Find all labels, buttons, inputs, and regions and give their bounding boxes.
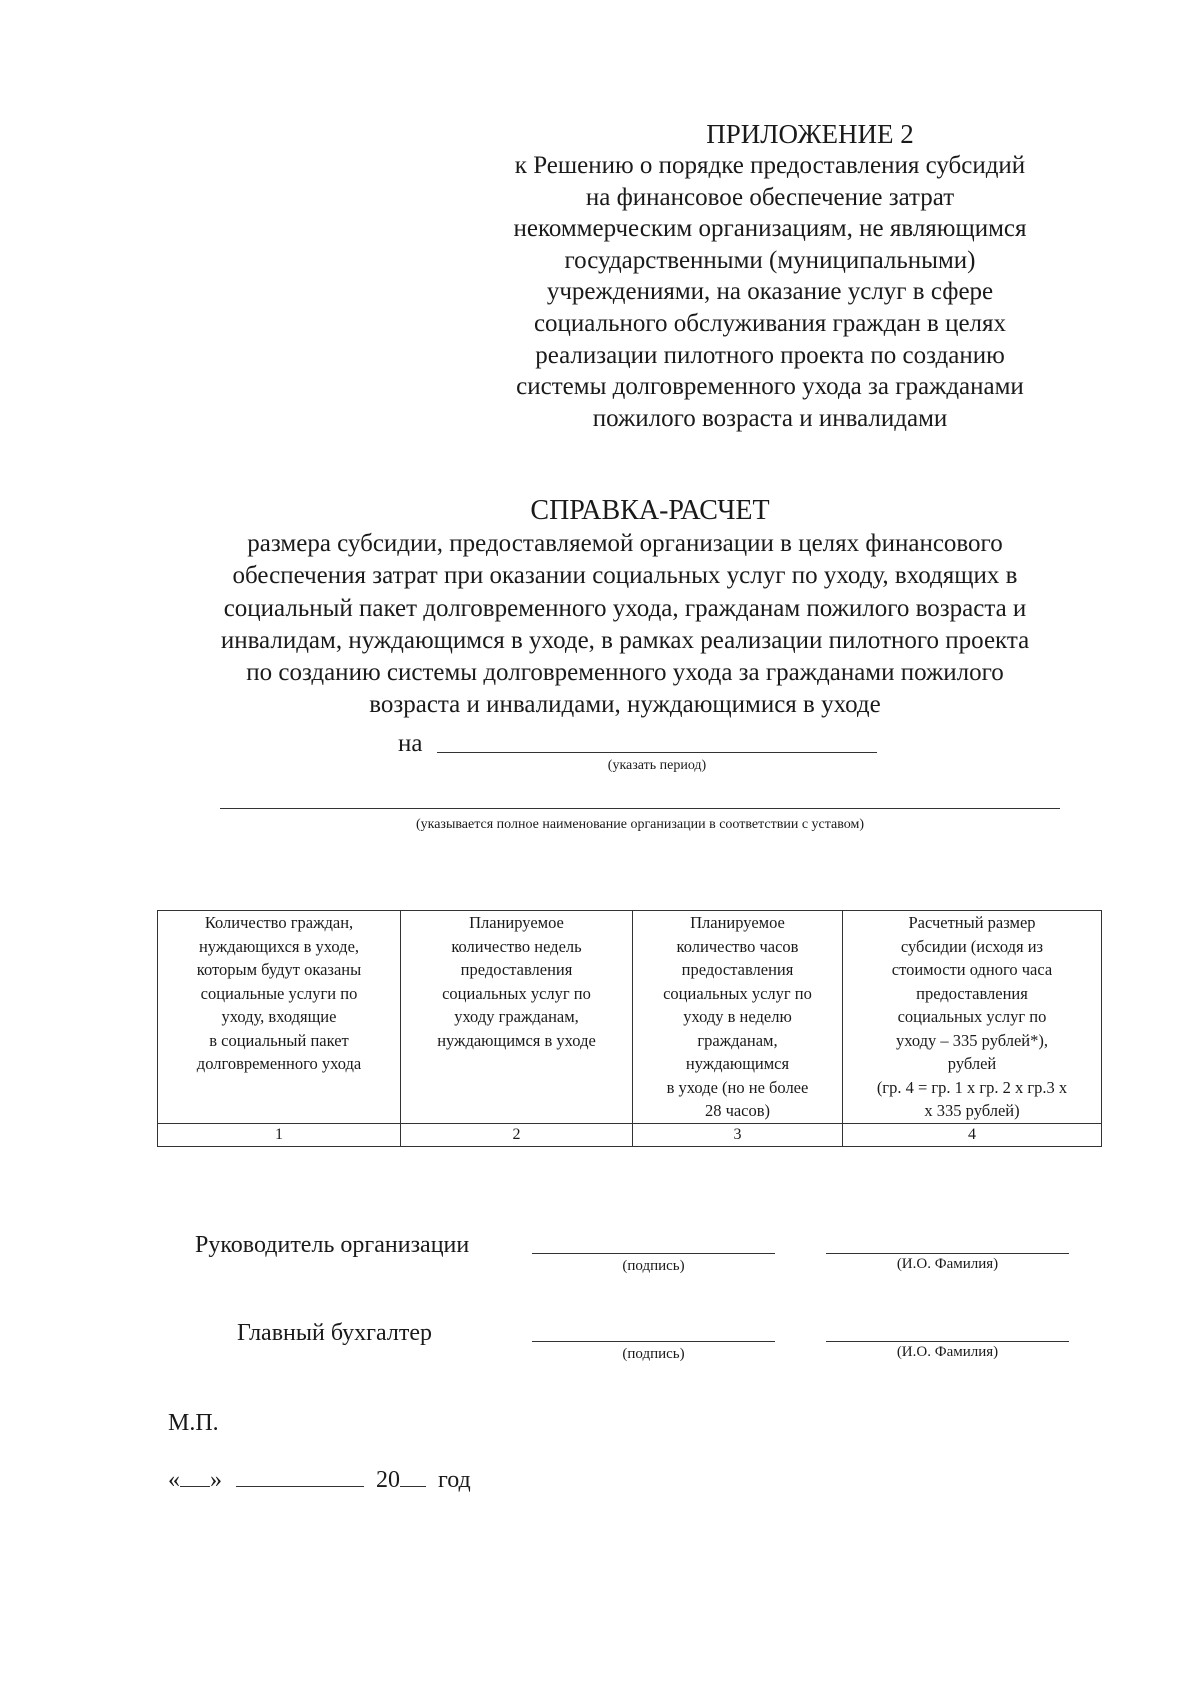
subtitle-line: по созданию системы долговременного ухода за гражданами пожилого (246, 659, 1004, 687)
appendix-title: ПРИЛОЖЕНИЕ 2 (706, 119, 914, 149)
appendix-line: реализации пилотного проекта по созданию (535, 341, 1005, 369)
appendix-line: к Решению о порядке предоставления субсидий (514, 152, 1026, 179)
header-cell-citizens-count: Количество граждан, нуждающихся в уходе, которым будут оказаны социальные услуги по уходу, входящие в социальный пакет долговременного ухода (158, 911, 401, 1124)
header-cell-subsidy-amount: Расчетный размер субсидии (исходя из стоимости одного часа предоставления социальных услуг по уходу – 335 рублей*), рублей (гр. 4 = гр. 1 х гр. 2 х гр.3 х х 335 рублей) (843, 911, 1102, 1124)
date-year-suffix: год (438, 1467, 471, 1493)
period-prefix: на (398, 730, 423, 757)
head-signature-field[interactable] (532, 1253, 775, 1254)
subtitle-line: возраста и инвалидами, нуждающимися в уходе (369, 691, 881, 719)
organization-hint: (указывается полное наименование организации в соответствии с уставом) (415, 817, 865, 832)
date-row (168, 1466, 471, 1494)
organization-name-field[interactable] (220, 808, 1060, 809)
accountant-signature-field[interactable] (532, 1341, 775, 1342)
head-label: Руководитель организации (195, 1232, 470, 1258)
date-year-prefix: 20 (376, 1467, 400, 1493)
appendix-line: учреждениями, на оказание услуг в сфере (546, 278, 994, 306)
date-year-field[interactable] (400, 1466, 426, 1487)
header-cell-weeks: Планируемое количество недель предоставления социальных услуг по уходу гражданам, нуждающимся в уходе (401, 911, 633, 1124)
appendix-line: некоммерческим организациям, не являющимся (513, 215, 1027, 243)
date-day-field[interactable] (180, 1466, 210, 1487)
column-number: 2 (401, 1123, 633, 1146)
document-subtitle (150, 528, 1100, 722)
subtitle-line: обеспечения затрат при оказании социальных услуг по уходу, входящих в (232, 562, 1018, 590)
column-number: 4 (843, 1123, 1102, 1146)
accountant-signature-hint: (подпись) (622, 1346, 685, 1362)
appendix-line: пожилого возраста и инвалидами (592, 404, 948, 432)
column-number-row (158, 1123, 1102, 1146)
head-name-hint: (И.О. Фамилия) (896, 1256, 999, 1272)
head-name-field[interactable] (826, 1253, 1069, 1254)
period-hint: (указать период) (607, 758, 707, 773)
date-open-quote: « (168, 1467, 180, 1493)
column-number: 1 (158, 1123, 401, 1146)
date-month-field[interactable] (236, 1466, 364, 1487)
date-close-quote: » (210, 1467, 222, 1493)
appendix-line: государственными (муниципальными) (564, 246, 976, 274)
document-title: СПРАВКА-РАСЧЕТ (530, 495, 770, 526)
subtitle-line: социальный пакет долговременного ухода, гражданам пожилого возраста и (223, 594, 1027, 622)
subtitle-line: инвалидам, нуждающимся в уходе, в рамках реализации пилотного проекта (220, 626, 1030, 654)
accountant-name-field[interactable] (826, 1341, 1069, 1342)
appendix-line: системы долговременного ухода за гражданами (516, 373, 1024, 401)
period-field[interactable] (437, 752, 877, 753)
subtitle-line: размера субсидии, предоставляемой организации в целях финансового (247, 530, 1003, 557)
accountant-label: Главный бухгалтер (237, 1320, 432, 1346)
appendix-line: на финансовое обеспечение затрат (585, 183, 955, 211)
appendix-header (470, 118, 1070, 434)
appendix-line: социального обслуживания граждан в целях (533, 309, 1007, 337)
column-number: 3 (633, 1123, 843, 1146)
stamp-placeholder: М.П. (168, 1410, 219, 1436)
head-signature-hint: (подпись) (622, 1258, 685, 1274)
table-header-row (158, 911, 1102, 1124)
calculation-table (157, 910, 1102, 1147)
accountant-name-hint: (И.О. Фамилия) (896, 1344, 999, 1360)
header-cell-hours: Планируемое количество часов предоставления социальных услуг по уходу в неделю гражданам, нуждающимся в уходе (но не более 28 часов) (633, 911, 843, 1124)
